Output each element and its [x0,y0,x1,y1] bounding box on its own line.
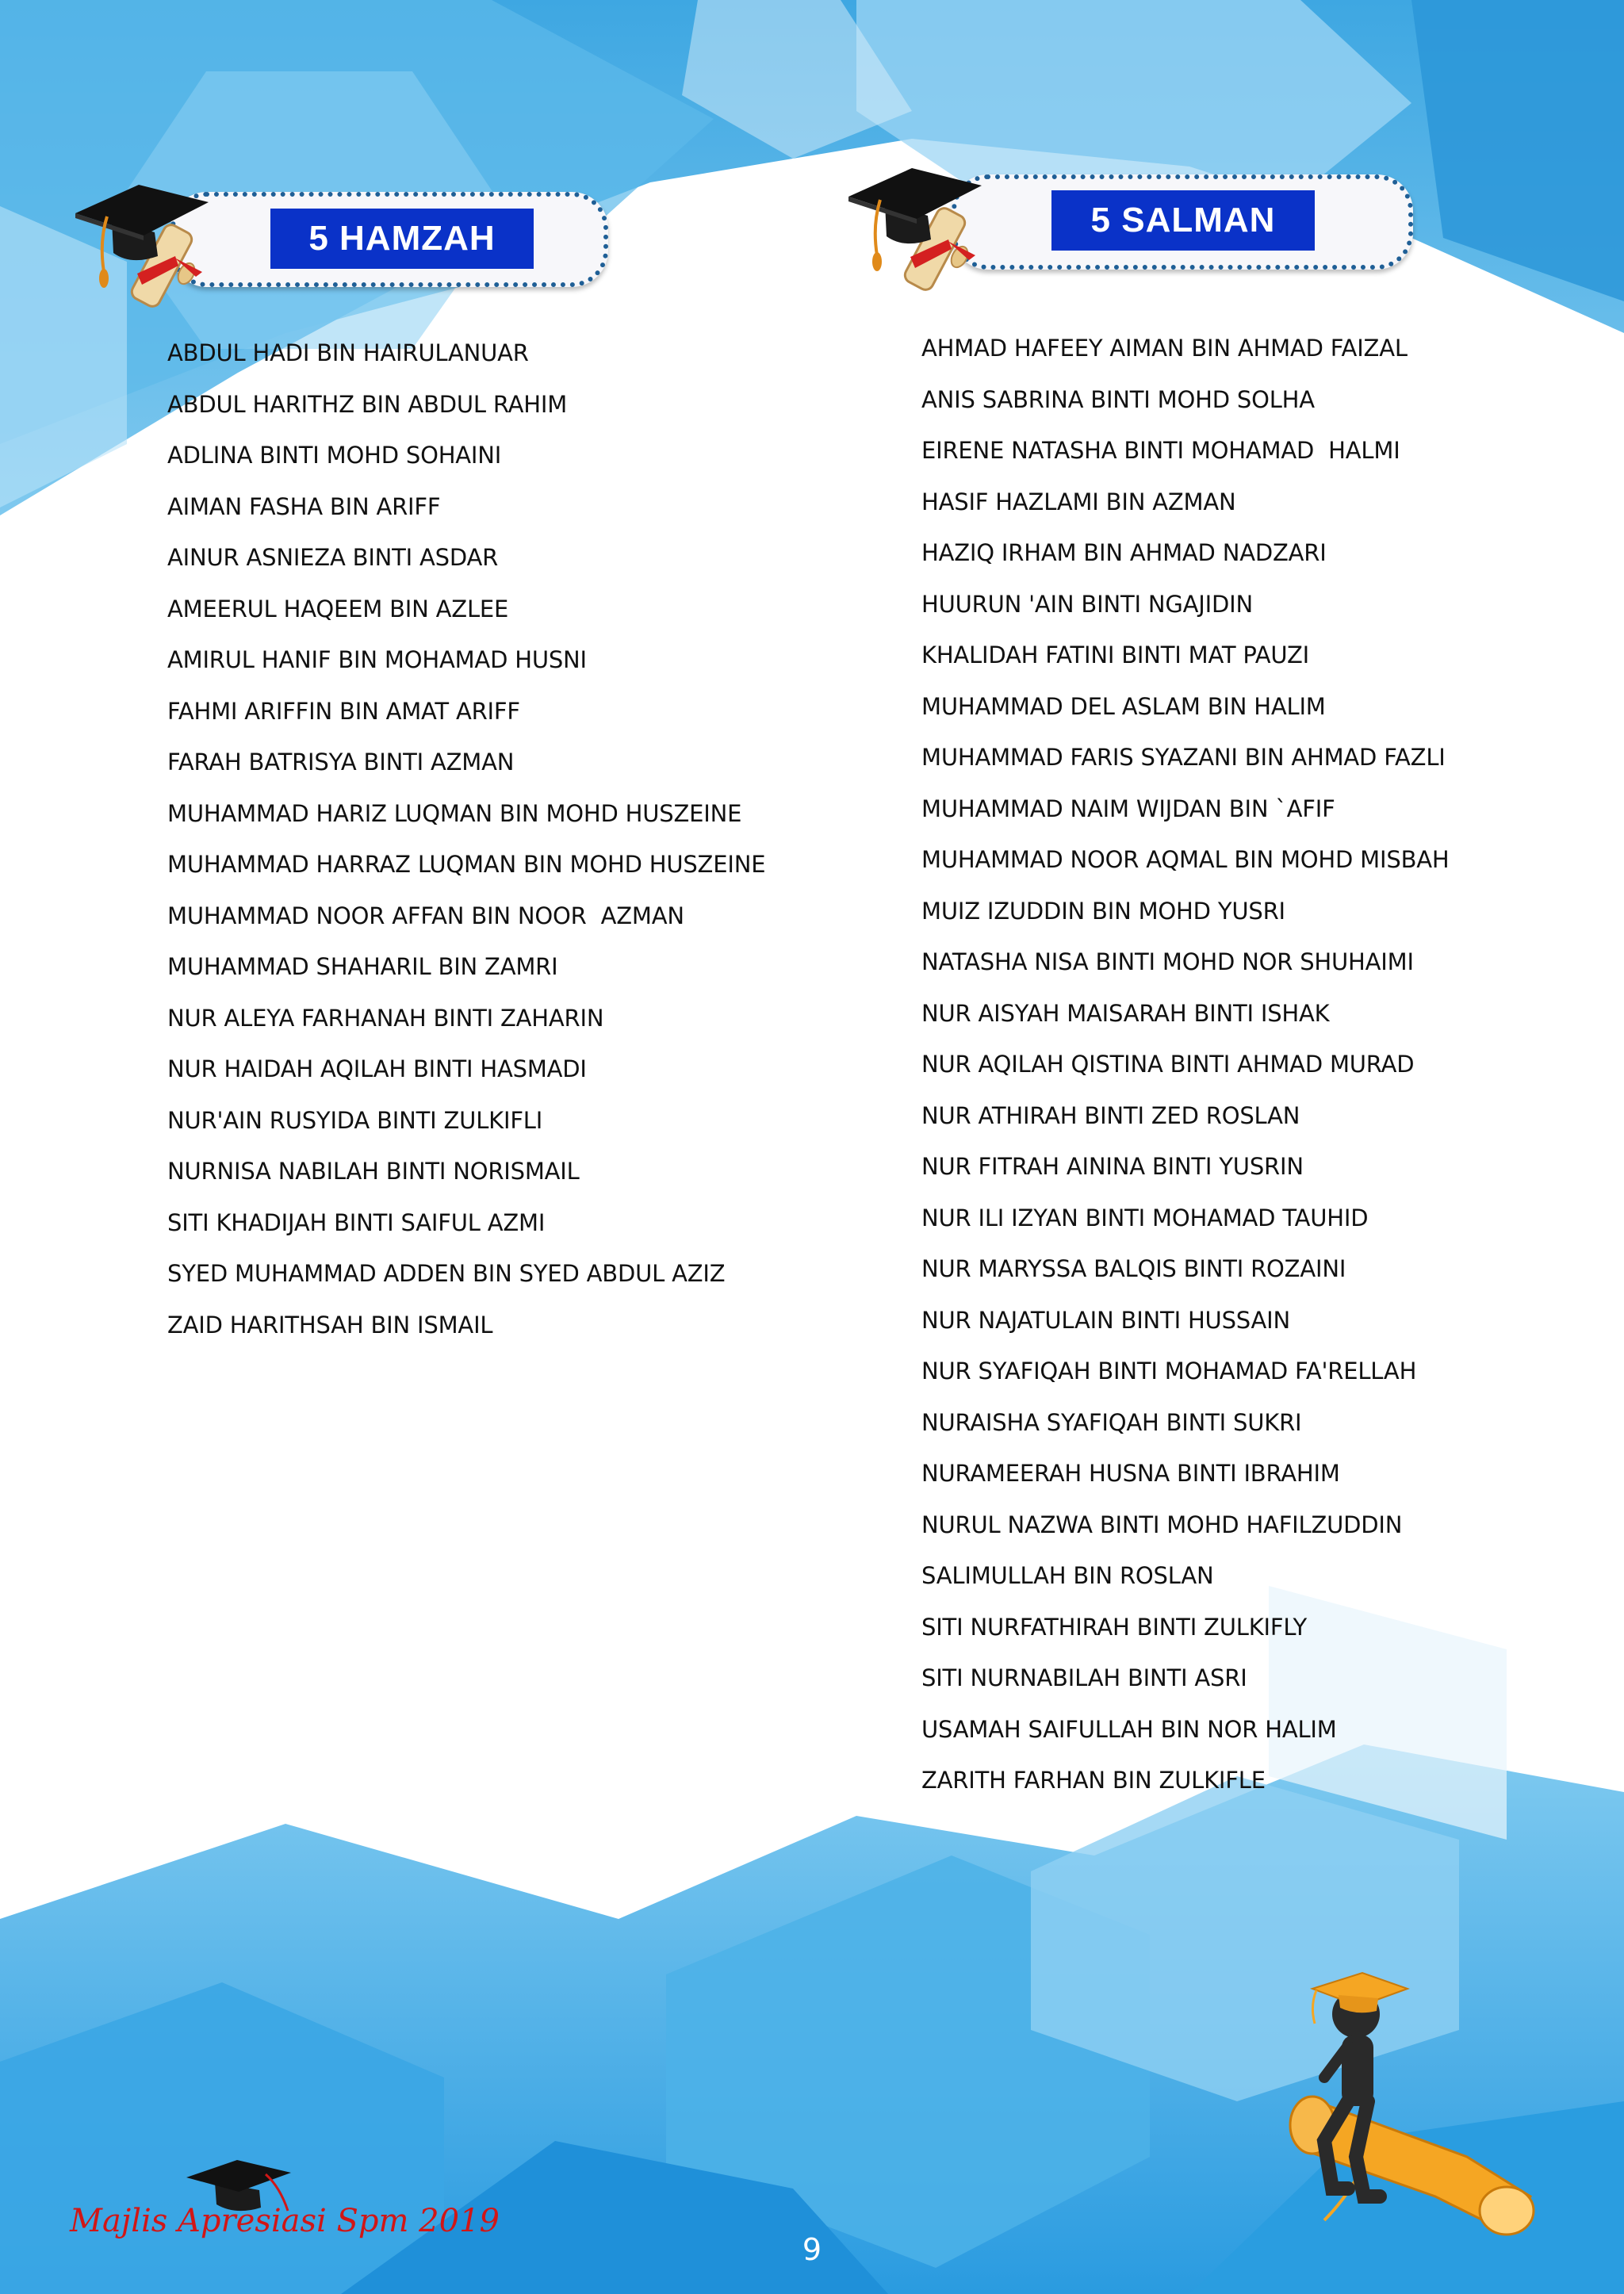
class-name-badge: 5 HAMZAH [270,209,534,269]
student-list-5-salman [921,323,1603,1806]
student-name: ABDUL HARITHZ BIN ABDUL RAHIM [167,390,568,418]
class-name-badge: 5 SALMAN [1051,190,1315,251]
student-name: MUHAMMAD NAIM WIJDAN BIN `AFIF [921,795,1335,822]
student-name: SALIMULLAH BIN ROSLAN [921,1562,1214,1589]
student-name: ZARITH FARHAN BIN ZULKIFLE [921,1767,1266,1794]
footer-event-title: Majlis Apresiasi Spm 2019 [70,2203,500,2239]
student-name: MUHAMMAD SHAHARIL BIN ZAMRI [167,953,558,980]
student-name: SITI KHADIJAH BINTI SAIFUL AZMI [167,1208,546,1236]
page-number: 9 [802,2232,822,2267]
student-name: NURAMEERAH HUSNA BINTI IBRAHIM [921,1460,1340,1487]
student-name: SITI NURFATHIRAH BINTI ZULKIFLY [921,1613,1307,1641]
student-name: MUHAMMAD NOOR AQMAL BIN MOHD MISBAH [921,846,1450,873]
student-name: USAMAH SAIFULLAH BIN NOR HALIM [921,1715,1337,1743]
student-name: NUR MARYSSA BALQIS BINTI ROZAINI [921,1255,1346,1282]
student-name: AMEERUL HAQEEM BIN AZLEE [167,595,509,622]
student-name: NATASHA NISA BINTI MOHD NOR SHUHAIMI [921,948,1414,975]
student-name: MUHAMMAD HARIZ LUQMAN BIN MOHD HUSZEINE [167,799,742,827]
student-name: ABDUL HADI BIN HAIRULANUAR [167,339,529,366]
student-name: EIRENE NATASHA BINTI MOHAMAD HALMI [921,437,1400,464]
student-name: NUR AQILAH QISTINA BINTI AHMAD MURAD [921,1051,1415,1078]
student-name: ADLINA BINTI MOHD SOHAINI [167,442,502,469]
student-name: NUR FITRAH AININA BINTI YUSRIN [921,1153,1304,1180]
student-name: HAZIQ IRHAM BIN AHMAD NADZARI [921,539,1327,566]
graduation-cap-scroll-icon [848,162,1007,297]
student-name: MUHAMMAD DEL ASLAM BIN HALIM [921,692,1326,720]
student-name: NUR NAJATULAIN BINTI HUSSAIN [921,1306,1291,1334]
graduation-cap-scroll-icon [75,178,234,313]
student-name: NURUL NAZWA BINTI MOHD HAFILZUDDIN [921,1511,1403,1538]
student-name: NUR AISYAH MAISARAH BINTI ISHAK [921,999,1330,1027]
student-name: NUR ALEYA FARHANAH BINTI ZAHARIN [167,1004,604,1032]
student-name: MUIZ IZUDDIN BIN MOHD YUSRI [921,897,1285,925]
student-name: SITI NURNABILAH BINTI ASRI [921,1664,1247,1691]
student-name: HASIF HAZLAMI BIN AZMAN [921,488,1236,515]
student-name: NUR HAIDAH AQILAH BINTI HASMADI [167,1055,587,1082]
student-name: FAHMI ARIFFIN BIN AMAT ARIFF [167,697,520,725]
student-name: ZAID HARITHSAH BIN ISMAIL [167,1311,493,1338]
student-name: AIMAN FASHA BIN ARIFF [167,492,441,520]
student-name: NUR ATHIRAH BINTI ZED ROSLAN [921,1101,1300,1129]
student-name: AHMAD HAFEEY AIMAN BIN AHMAD FAIZAL [921,335,1408,362]
class-header-5-hamzah [75,178,615,313]
student-name: FARAH BATRISYA BINTI AZMAN [167,749,515,776]
student-name: NUR ILI IZYAN BINTI MOHAMAD TAUHID [921,1204,1369,1231]
student-name: NUR SYAFIQAH BINTI MOHAMAD FA'RELLAH [921,1358,1417,1384]
class-header-5-salman [848,162,1419,297]
student-name: NUR'AIN RUSYIDA BINTI ZULKIFLI [167,1106,543,1134]
graduate-figure-on-scroll-icon [1269,1959,1538,2244]
student-name: HUURUN 'AIN BINTI NGAJIDIN [921,590,1253,618]
student-name: KHALIDAH FATINI BINTI MAT PAUZI [921,641,1309,668]
student-name: NURNISA NABILAH BINTI NORISMAIL [167,1158,580,1185]
student-name: SYED MUHAMMAD ADDEN BIN SYED ABDUL AZIZ [167,1260,726,1287]
student-name: NURAISHA SYAFIQAH BINTI SUKRI [921,1408,1302,1436]
student-name: ANIS SABRINA BINTI MOHD SOLHA [921,385,1315,413]
student-name: MUHAMMAD FARIS SYAZANI BIN AHMAD FAZLI [921,744,1446,771]
student-name: MUHAMMAD NOOR AFFAN BIN NOOR AZMAN [167,902,684,929]
student-list-5-hamzah [167,327,849,1350]
student-name: AMIRUL HANIF BIN MOHAMAD HUSNI [167,646,587,673]
student-name: MUHAMMAD HARRAZ LUQMAN BIN MOHD HUSZEINE [167,851,766,878]
student-name: AINUR ASNIEZA BINTI ASDAR [167,544,499,571]
